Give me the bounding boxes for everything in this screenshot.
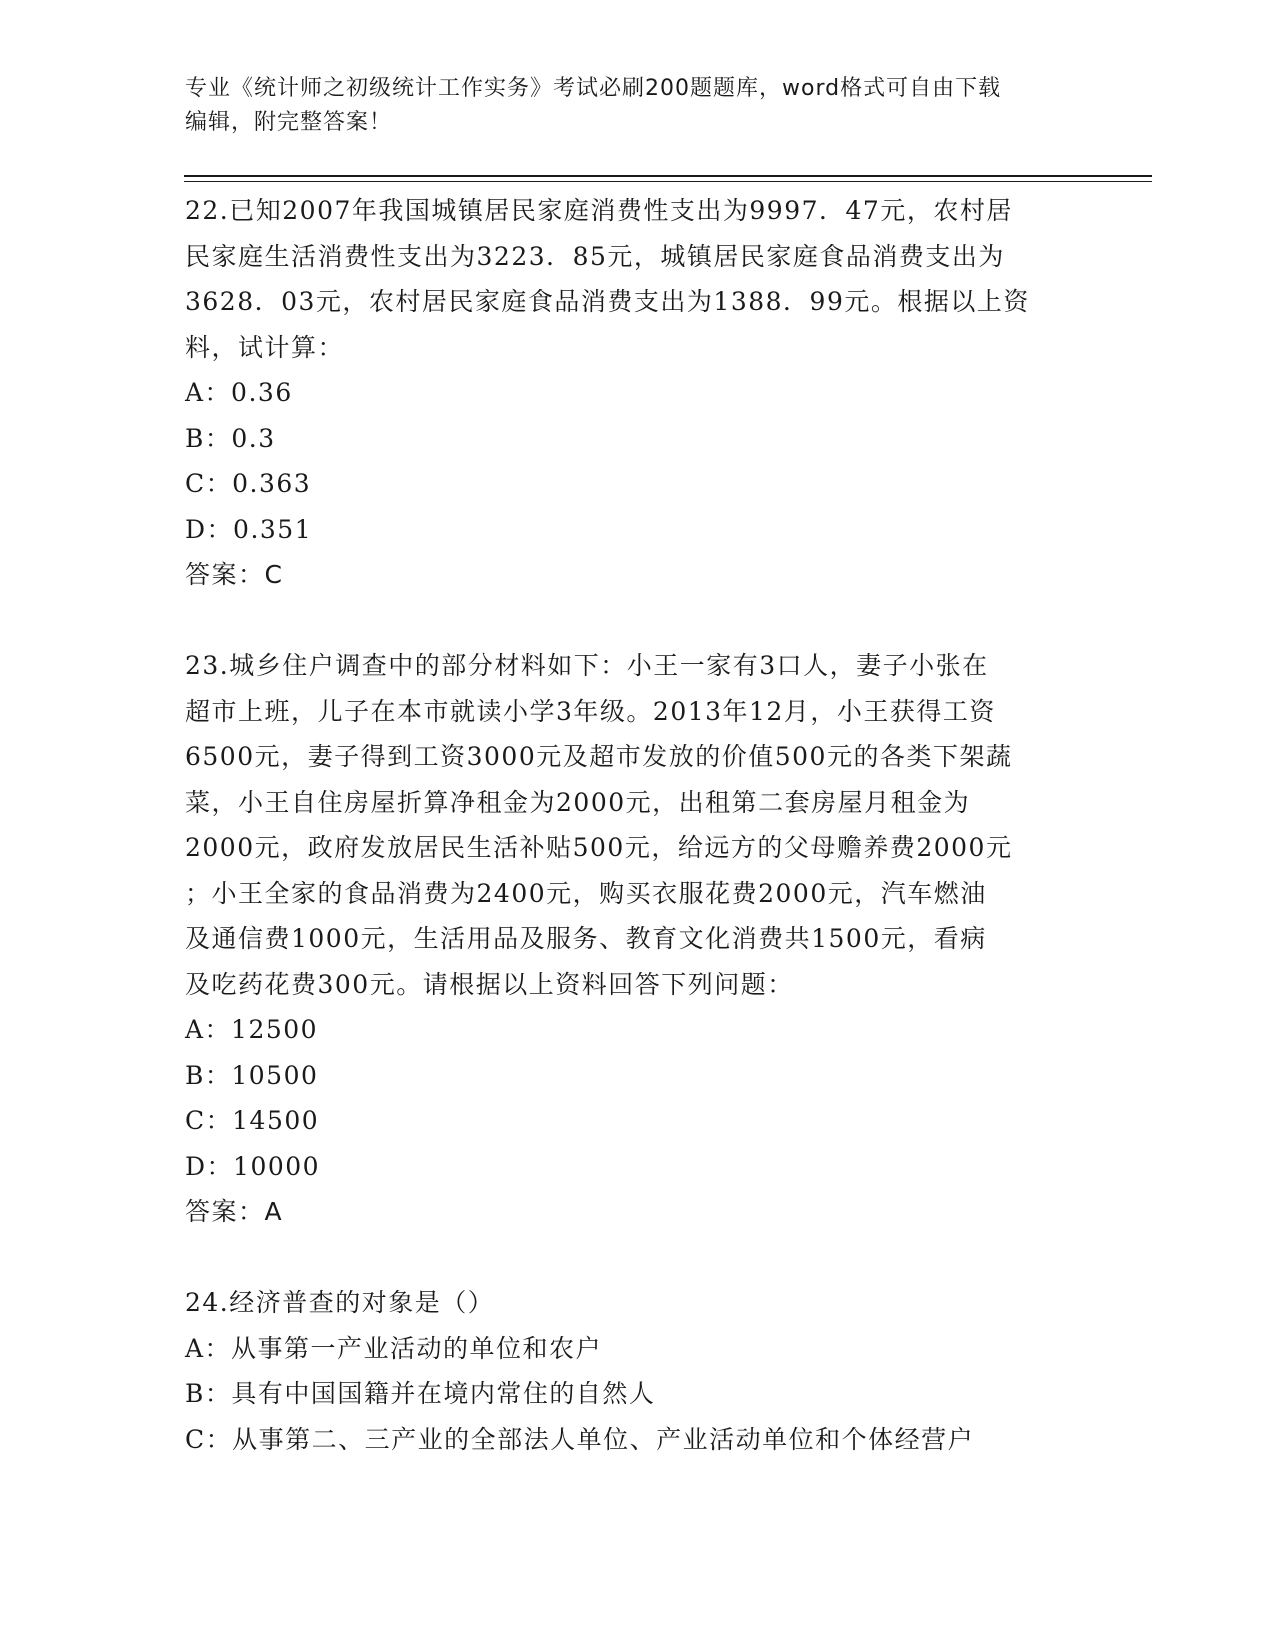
question-text-line: 3628．03元，农村居民家庭食品消费支出为1388．99元。根据以上资 xyxy=(185,287,1030,316)
option-d: D：0.351 xyxy=(185,514,313,544)
header-line-1: 专业《统计师之初级统计工作实务》考试必刷200题题库，word格式可自由下载 xyxy=(185,76,1002,101)
option-d: D：10000 xyxy=(185,1151,321,1181)
question-text-line: 料，试计算： xyxy=(185,332,345,362)
question-text-line: 菜，小王自住房屋折算净租金为2000元，出租第二套房屋月租金为 xyxy=(185,787,971,817)
option-a: A：0.36 xyxy=(185,378,293,407)
question-spacer xyxy=(185,1235,1085,1281)
answer-line: 答案：A xyxy=(185,1197,284,1226)
question-text-line: 及通信费1000元，生活用品及服务、教育文化消费共1500元，看病 xyxy=(185,924,987,953)
question-text-line: 24.经济普查的对象是（） xyxy=(185,1288,495,1317)
question-23 xyxy=(185,643,1085,1235)
question-text-line: 超市上班，儿子在本市就读小学3年级。2013年12月，小王获得工资 xyxy=(185,696,996,726)
option-a: A：从事第一产业活动的单位和农户 xyxy=(185,1333,603,1363)
question-22 xyxy=(185,188,1085,598)
question-text-line: 2000元，政府发放居民生活补贴500元，给远方的父母赡养费2000元 xyxy=(185,833,1013,862)
question-text-line: 23.城乡住户调查中的部分材料如下：小王一家有3口人，妻子小张在 xyxy=(185,651,989,680)
option-c: C：0.363 xyxy=(185,469,312,498)
option-b: B：10500 xyxy=(185,1060,319,1090)
option-c: C：14500 xyxy=(185,1106,320,1135)
question-text-line: 22.已知2007年我国城镇居民家庭消费性支出为9997．47元，农村居 xyxy=(185,196,1013,225)
answer-line: 答案：C xyxy=(185,560,284,589)
header-divider-thick xyxy=(184,175,1152,177)
question-24 xyxy=(185,1280,1085,1462)
header-divider-thin xyxy=(184,181,1152,182)
option-b: B：0.3 xyxy=(185,423,276,453)
option-a: A：12500 xyxy=(185,1015,319,1044)
question-text-line: 6500元，妻子得到工资3000元及超市发放的价值500元的各类下架蔬 xyxy=(185,742,1013,771)
option-b: B：具有中国国籍并在境内常住的自然人 xyxy=(185,1379,656,1408)
question-text-line: 及吃药花费300元。请根据以上资料回答下列问题： xyxy=(185,969,794,999)
header-line-2: 编辑，附完整答案！ xyxy=(185,110,393,135)
question-list xyxy=(185,188,1085,1462)
question-text-line: 民家庭生活消费性支出为3223．85元，城镇居民家庭食品消费支出为 xyxy=(185,241,1005,271)
document-header xyxy=(185,72,1065,140)
question-text-line: ；小王全家的食品消费为2400元，购买衣服花费2000元，汽车燃油 xyxy=(185,878,987,908)
question-spacer xyxy=(185,598,1085,644)
option-c: C：从事第二、三产业的全部法人单位、产业活动单位和个体经营户 xyxy=(185,1424,975,1454)
